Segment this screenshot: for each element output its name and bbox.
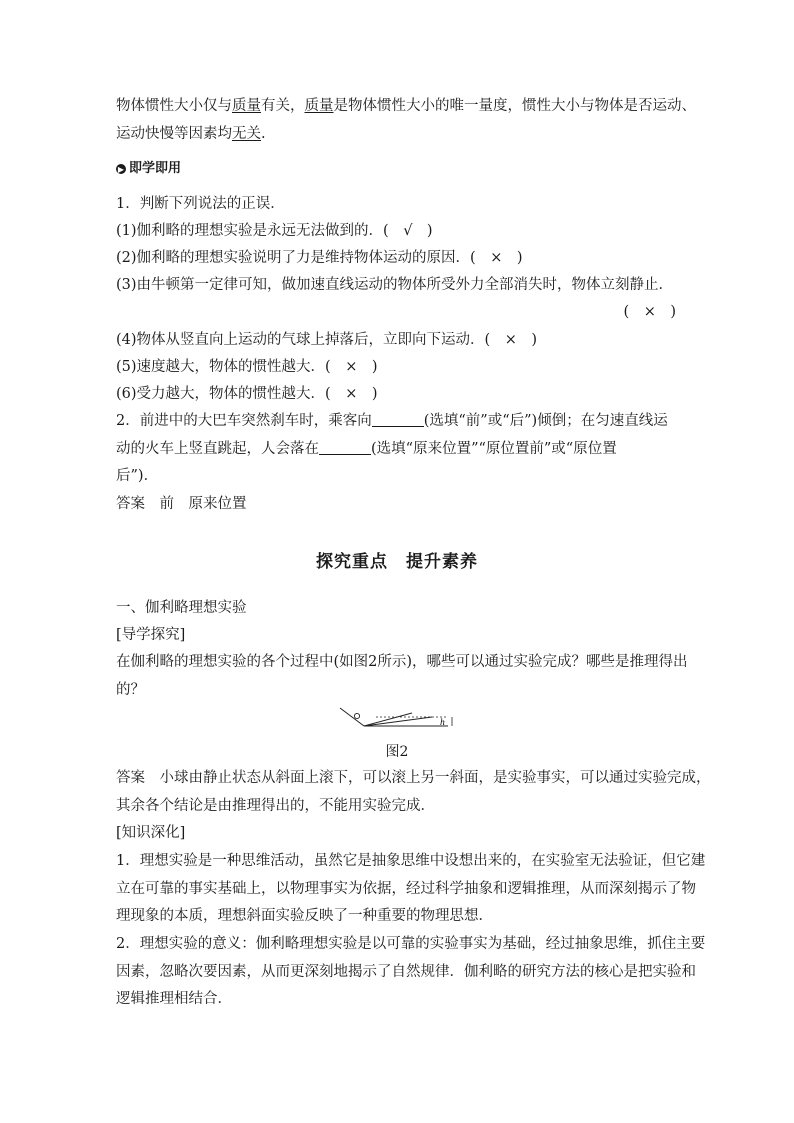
underlined-term: 质量 xyxy=(304,98,334,114)
knowledge-1-line-2: 立在可靠的事实基础上，以物理事实为依据，经过科学抽象和逻辑推理，从而深刻揭示了物 xyxy=(116,881,696,897)
text: (选填“前”或“后”)倾倒；在匀速直线运 xyxy=(423,413,668,429)
question-1-item-6: (6)受力越大，物体的惯性越大．( × ) xyxy=(116,386,378,402)
question-1-item-4: (4)物体从竖直向上运动的气球上掉落后，立即向下运动．( × ) xyxy=(116,332,538,348)
question-2-line-2 xyxy=(116,439,617,459)
text: (选填“原来位置”“原位置前”或“原位置 xyxy=(371,441,617,457)
question-1-item-3-answer: ( × ) xyxy=(623,304,676,320)
knowledge-2-line-2: 因素，忽略次要因素，从而更深刻地揭示了自然规律．伽利略的研究方法的核心是把实验和 xyxy=(116,964,696,980)
answer-2: 答案 前 原来位置 xyxy=(116,496,247,512)
text: 物体惯性大小仅与 xyxy=(116,98,232,114)
question-1: 1．判断下列说法的正误． xyxy=(116,196,285,212)
question-2-line-3: 后”)． xyxy=(116,468,159,484)
section-title: 探究重点 提升素养 xyxy=(316,552,478,572)
question-1-item-2: (2)伽利略的理想实验说明了力是维持物体运动的原因．( × ) xyxy=(116,250,523,266)
text: . xyxy=(261,126,266,142)
height-label: h xyxy=(440,718,446,727)
ball xyxy=(354,713,359,718)
fill-blank xyxy=(319,440,371,455)
underlined-term: 质量 xyxy=(232,98,261,114)
heading-text: 即学即用 xyxy=(129,161,182,176)
gentle-slope xyxy=(364,717,432,726)
intro-line-1 xyxy=(116,96,696,116)
guide-label: [导学探究] xyxy=(116,627,186,643)
left-slope xyxy=(340,708,364,726)
question-1-item-1: (1)伽利略的理想实验是永远无法做到的．( √ ) xyxy=(116,223,433,239)
guide-question-line-2: 的？ xyxy=(116,682,145,698)
text: 2．前进中的大巴车突然刹车时，乘客向 xyxy=(116,413,372,429)
intro-line-2 xyxy=(116,124,266,144)
guide-answer-line-2: 其余各个结论是由推理得出的，不能用实验完成． xyxy=(116,798,435,814)
text: 运动快慢等因素均 xyxy=(116,126,232,142)
inclined-plane-figure xyxy=(336,703,460,733)
question-1-item-5: (5)速度越大，物体的惯性越大．( × ) xyxy=(116,359,378,375)
knowledge-2-line-1: 2．理想实验的意义：伽利略理想实验是以可靠的实验事实为基础，经过抽象思维，抓住主要 xyxy=(116,936,706,952)
figure-caption: 图2 xyxy=(385,744,409,760)
fill-blank xyxy=(372,412,424,427)
guide-question-line-1: 在伽利略的理想实验的各个过程中(如图2所示)，哪些可以通过实验完成？哪些是推理得出 xyxy=(116,654,688,670)
steep-slope xyxy=(364,713,412,726)
knowledge-1-line-1: 1．理想实验是一种思维活动，虽然它是抽象思维中设想出来的，在实验室无法验证，但它建 xyxy=(116,853,706,869)
subsection-title: 一、伽利略理想实验 xyxy=(116,600,247,616)
guide-answer-line-1: 答案 小球由静止状态从斜面上滚下，可以滚上另一斜面，是实验事实，可以通过实验完成， xyxy=(116,770,711,786)
text: 动的火车上竖直跳起，人会落在 xyxy=(116,441,319,457)
question-2-line-1 xyxy=(116,411,668,431)
play-icon: ▶ xyxy=(117,164,125,174)
text: 是物体惯性大小的唯一量度，惯性大小与物体是否运动、 xyxy=(333,98,696,114)
question-1-item-3: (3)由牛顿第一定律可知，做加速直线运动的物体所受外力全部消失时，物体立刻静止． xyxy=(116,277,674,293)
practice-heading xyxy=(116,159,181,179)
underlined-term: 无关 xyxy=(232,126,261,142)
knowledge-2-line-3: 逻辑推理相结合． xyxy=(116,991,232,1007)
text: 有关， xyxy=(261,98,305,114)
knowledge-1-line-3: 理现象的本质，理想斜面实验反映了一种重要的物理思想． xyxy=(116,908,493,924)
deepen-label: [知识深化] xyxy=(116,825,186,841)
